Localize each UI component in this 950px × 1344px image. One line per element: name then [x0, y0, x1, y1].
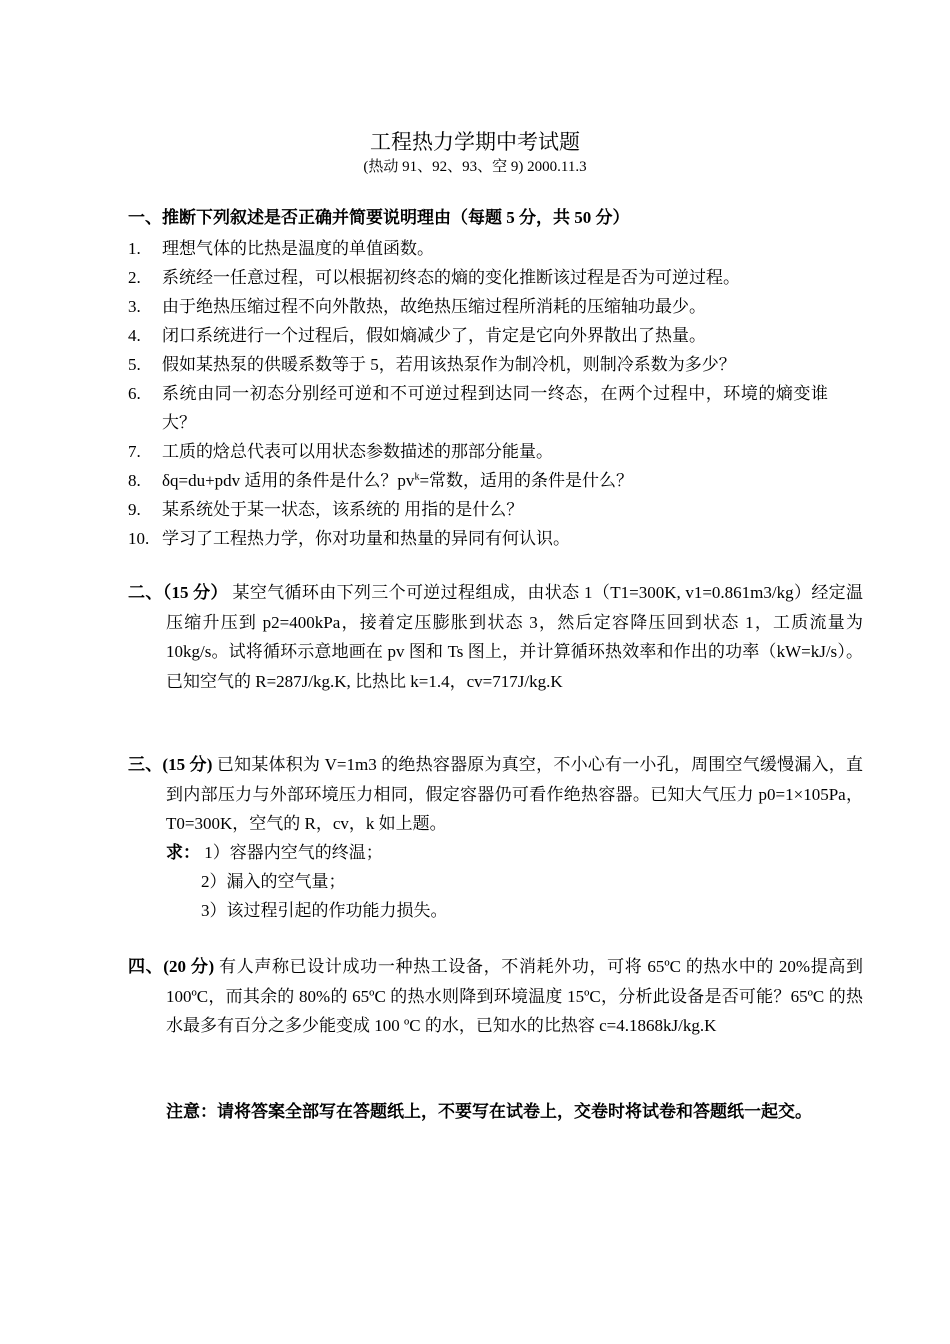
item-text: 由于绝热压缩过程不向外散热，故绝热压缩过程所消耗的压缩轴功最少。 [162, 297, 706, 316]
item-text: 理想气体的比热是温度的单值函数。 [162, 239, 434, 258]
section3-ask-3 [201, 896, 448, 925]
section2-lead: 二、（15 分） [128, 583, 228, 602]
section1-list [128, 234, 828, 553]
section4-block [128, 952, 863, 1041]
item-number: 1. [128, 239, 141, 258]
section2-block [128, 578, 863, 696]
list-item [128, 234, 828, 263]
item-text [162, 466, 828, 495]
section3-ask-item: 3）该过程引起的作功能力损失。 [201, 901, 448, 920]
item-text: 系统经一任意过程，可以根据初终态的熵的变化推断该过程是否为可逆过程。 [162, 268, 740, 287]
list-item [128, 495, 828, 524]
page-title: 工程热力学期中考试题 [370, 130, 580, 154]
item-number: 10. [128, 529, 150, 548]
section3-ask-1 [166, 838, 383, 867]
item-superscript: k [414, 471, 420, 483]
item-number: 7. [128, 442, 141, 461]
section3-text: 已知某体积为 V=1m3 的绝热容器原为真空，不小心有一小孔，周围空气缓慢漏入，直到内部压力与外部环境压力相同，假定容器仍可看作绝热容器。已知大气压力 p0=1×105Pa，T0=300K，空气的 R，cv，k 如上题。 [166, 755, 863, 833]
section3-ask-label: 求： [166, 843, 200, 862]
section3-ask-item: 2）漏入的空气量； [201, 872, 346, 891]
item-number: 9. [128, 500, 141, 519]
item-text-part-b: =常数，适用的条件是什么？ [419, 471, 634, 490]
item-number: 6. [128, 384, 141, 403]
list-item [128, 466, 828, 495]
list-item [128, 292, 828, 321]
list-item [128, 321, 828, 350]
item-text-part-a: δq=du+pdv 适用的条件是什么？pv [162, 471, 415, 490]
item-text: 工质的焓总代表可以用状态参数描述的那部分能量。 [162, 442, 553, 461]
section3-block [128, 750, 863, 839]
exam-note: 注意：请将答案全部写在答题纸上，不要写在试卷上，交卷时将试卷和答题纸一起交。 [166, 1102, 812, 1121]
list-item [128, 379, 828, 437]
list-item [128, 263, 828, 292]
item-text: 某系统处于某一状态，该系统的 用指的是什么？ [162, 500, 524, 519]
page-subtitle: (热动 91、92、93、空 9) 2000.11.3 [363, 159, 587, 175]
list-item [128, 350, 828, 379]
section4-lead: 四、(20 分) [128, 957, 215, 976]
list-item [128, 437, 828, 466]
item-text: 学习了工程热力学，你对功量和热量的异同有何认识。 [162, 529, 570, 548]
section3-lead: 三、(15 分) [128, 755, 213, 774]
list-item [128, 524, 828, 553]
item-text: 系统由同一初态分别经可逆和不可逆过程到达同一终态，在两个过程中，环境的熵变谁大？ [162, 384, 828, 432]
item-text: 假如某热泵的供暖系数等于 5，若用该热泵作为制冷机，则制冷系数为多少？ [162, 355, 736, 374]
section3-ask-item: 1）容器内空气的终温； [204, 843, 383, 862]
section1-heading: 一、推断下列叙述是否正确并简要说明理由（每题 5 分，共 50 分） [128, 208, 630, 227]
item-number: 5. [128, 355, 141, 374]
item-number: 8. [128, 471, 141, 490]
section3-ask-2 [201, 867, 346, 896]
section4-text: 有人声称已设计成功一种热工设备，不消耗外功，可将 65ºC 的热水中的 20%提高到 100ºC，而其余的 80%的 65ºC 的热水则降到环境温度 15ºC，分析此设备是否可能？65ºC 的热水最多有百分之多少能变成 100 ºC 的水，已知水的比热容 c=4.1868kJ/kg.K [166, 957, 864, 1035]
section2-text: 某空气循环由下列三个可逆过程组成，由状态 1（T1=300K, v1=0.861m3/kg）经定温压缩升压到 p2=400kPa，接着定压膨胀到状态 3，然后定容降压回到状态 1，工质流量为 10kg/s。试将循环示意地画在 pv 图和 Ts 图上，并计算循环热效率和作出的功率（kW=kJ/s）。已知空气的 R=287J/kg.K, 比热比 k=1.4，cv=717J/kg.K [166, 583, 864, 691]
item-number: 3. [128, 297, 141, 316]
item-number: 4. [128, 326, 141, 345]
item-text: 闭口系统进行一个过程后，假如熵减少了，肯定是它向外界散出了热量。 [162, 326, 706, 345]
item-number: 2. [128, 268, 141, 287]
